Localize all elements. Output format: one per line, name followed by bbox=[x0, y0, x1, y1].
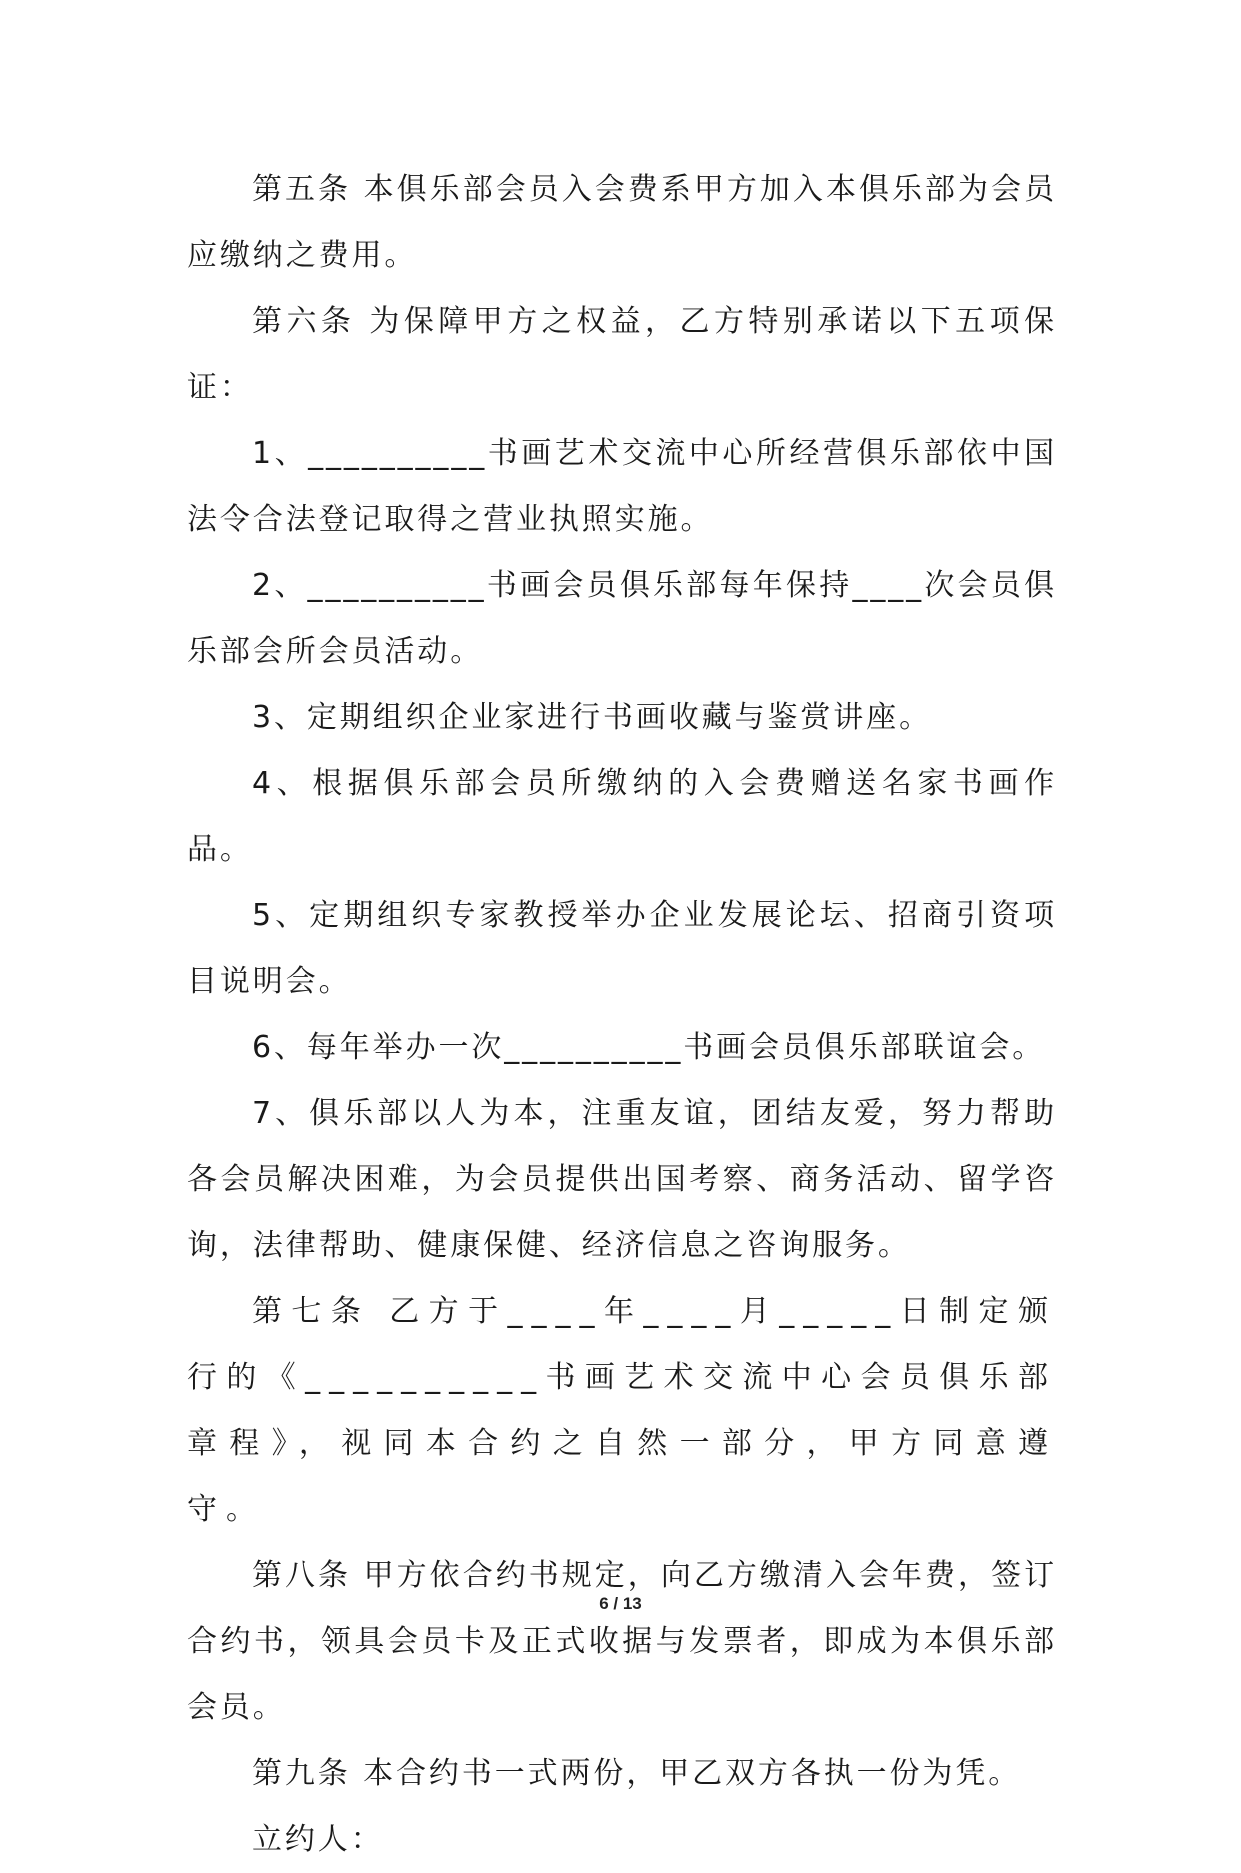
article-7-paragraph: 第七条 乙方于____年____月_____日制定颁行的《__________书画艺术交流中心会员俱乐部章程》，视同本合约之自然一部分，甲方同意遵守。 bbox=[187, 1294, 1057, 1527]
guarantee-item-4: 4、根据俱乐部会员所缴纳的入会费赠送名家书画作品。 bbox=[187, 766, 1057, 867]
guarantee-item-5: 5、定期组织专家教授举办企业发展论坛、招商引资项目说明会。 bbox=[187, 898, 1057, 999]
page-number: 6 / 13 bbox=[599, 1594, 642, 1613]
article-6-paragraph: 第六条 为保障甲方之权益，乙方特别承诺以下五项保证： bbox=[187, 304, 1057, 405]
guarantee-item-1: 1、__________书画艺术交流中心所经营俱乐部依中国法令合法登记取得之营业执照实施。 bbox=[187, 436, 1057, 537]
guarantee-item-3: 3、定期组织企业家进行书画收藏与鉴赏讲座。 bbox=[252, 700, 932, 735]
guarantee-item-2: 2、__________书画会员俱乐部每年保持____次会员俱乐部会所会员活动。 bbox=[187, 568, 1057, 669]
article-9-paragraph: 第九条 本合约书一式两份，甲乙双方各执一份为凭。 bbox=[252, 1756, 1022, 1791]
article-8-paragraph: 第八条 甲方依合约书规定，向乙方缴清入会年费，签订合约书，领具会员卡及正式收据与发票者，即成为本俱乐部会员。 bbox=[187, 1558, 1057, 1725]
article-5-paragraph: 第五条 本俱乐部会员入会费系甲方加入本俱乐部为会员应缴纳之费用。 bbox=[187, 172, 1057, 273]
guarantee-item-7: 7、俱乐部以人为本，注重友谊，团结友爱，努力帮助各会员解决困难，为会员提供出国考察、商务活动、留学咨询，法律帮助、健康保健、经济信息之咨询服务。 bbox=[187, 1096, 1057, 1263]
document-body bbox=[187, 157, 1057, 1873]
signatory-label: 立约人： bbox=[252, 1822, 384, 1857]
guarantee-item-6: 6、每年举办一次__________书画会员俱乐部联谊会。 bbox=[252, 1030, 1046, 1065]
